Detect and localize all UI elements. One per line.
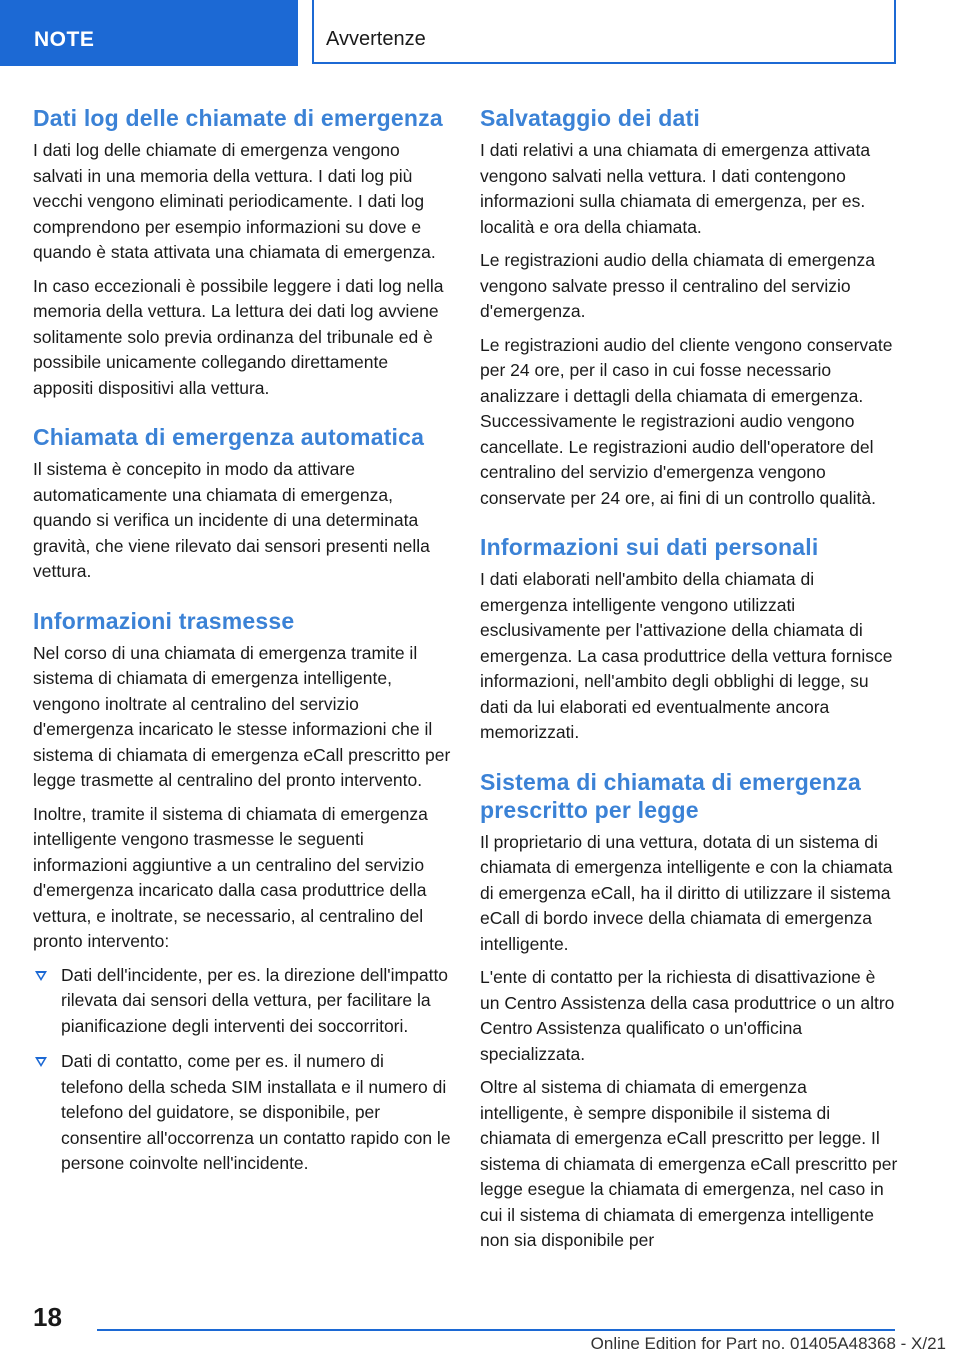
list-item-text: Dati di contatto, come per es. il numero di telefono della scheda SIM installata e il numero di telefono del guidatore, se disponibile, per consentire all'occorrenza un contatto rapido con le persone coinvolte nell'incidente. [61,1051,451,1173]
paragraph: I dati log delle chiamate di emergenza vengono salvati in una memoria della vettura. I dati log più vecchi vengono eliminati periodicamente. I dati log comprendono per esempio informazioni su dove e quando è stata attivata una chiamata di emergenza. [33,140,436,262]
page-number: 18 [33,1302,62,1332]
heading-automatic-emergency-call: Chiamata di emergenza automatica [33,424,425,450]
paragraph: Nel corso di una chiamata di emergenza tramite il sistema di chiamata di emergenza intelligente, vengono inoltrate al centralino del servizio d'emergenza incaricato le stesse informazioni che il sistema di chiamata di emergenza eCall prescritto per legge trasmette al centralino del pronto intervento. [33,642,451,790]
paragraph: Oltre al sistema di chiamata di emergenza intelligente, è sempre disponibile il sistema di chiamata di emergenza eCall prescritto per legge. Il sistema di chiamata di emergenza eCall prescritto per legge esegue la chiamata di emergenza, nel caso in cui il sistema di chiamata di emergenza intelligente non sia disponibile per [480,1077,898,1250]
heading-emergency-call-log: Dati log delle chiamate di emergenza [33,105,443,131]
page-header [0,0,960,66]
heading-data-storage: Salvataggio dei dati [480,105,700,131]
heading-legal-emergency-system: Sistema di chiamata di emergenza prescritto per legge [480,768,861,823]
paragraph: Inoltre, tramite il sistema di chiamata di emergenza intelligente vengono trasmesse le seguenti informazioni aggiuntive a un centralino del servizio d'emergenza incaricato dalla casa produttrice della vettura, e inoltrate, se necessario, al centralino del pronto intervento: [33,803,428,951]
bullet-list [33,963,451,1177]
right-column [480,104,898,1262]
paragraph: L'ente di contatto per la richiesta di disattivazione è un Centro Assistenza della casa produttrice o un altro Centro Assistenza qualificato o un'officina specializzata. [480,967,895,1064]
paragraph: Le registrazioni audio della chiamata di emergenza vengono salvate presso il centralino del servizio d'emergenza. [480,250,875,321]
edition-footer: Online Edition for Part no. 01405A48368 - X/21 [590,1334,946,1353]
triangle-bullet-icon [35,971,47,981]
triangle-bullet-icon [35,1057,47,1067]
paragraph: Le registrazioni audio del cliente vengono conservate per 24 ore, per il caso in cui fosse necessario analizzare i dettagli della chiamata di emergenza. Successivamente le registrazioni audio vengono cancellate. Le registrazioni audio dell'operatore del centralino del servizio d'emergenza vengono conservate per 24 ore, ai fini di un controllo qualità. [480,334,893,508]
left-column [33,104,451,1187]
heading-transmitted-information: Informazioni trasmesse [33,607,295,634]
paragraph: In caso eccezionali è possibile leggere i dati log nella memoria della vettura. La lettura dei dati log avviene solitamente solo previa ordinanza del tribunale ed è possibile unicamente collegando direttamente appositi dispositivi alla vettura. [33,275,444,398]
paragraph: Il proprietario di una vettura, dotata di un sistema di chiamata di emergenza intelligente e con la chiamata di emergenza eCall, ha il diritto di utilizzare il sistema eCall di bordo invece della chiamata di emergenza intelligente. [480,831,893,954]
paragraph: I dati relativi a una chiamata di emergenza attivata vengono salvati nella vettura. I dati contengono informazioni sulla chiamata di emergenza, per es. località e ora della chiamata. [480,140,871,237]
chapter-title: Avvertenze [312,0,896,64]
heading-personal-data-info: Informazioni sui dati personali [480,534,819,560]
list-item [33,1049,451,1177]
paragraph: I dati elaborati nell'ambito della chiamata di emergenza intelligente vengono utilizzati esclusivamente per l'attivazione della chiamata di emergenza. La casa produttrice della vettura fornisce informazioni, nell'ambito degli obblighi di legge, su dati da lui elaborati ed eventualmente ancora memorizzati. [480,569,893,742]
section-tab: NOTE [0,0,298,66]
footer-divider [97,1329,895,1331]
paragraph: Il sistema è concepito in modo da attivare automaticamente una chiamata di emergenza, quando si verifica un incidente di una determinata gravità, che viene rilevato dai sensori presenti nella vettura. [33,459,430,581]
list-item [33,963,451,1040]
list-item-text: Dati dell'incidente, per es. la direzione dell'impatto rilevata dai sensori della vettura, per facilitare la pianificazione degli interventi dei soccorritori. [61,964,449,1036]
